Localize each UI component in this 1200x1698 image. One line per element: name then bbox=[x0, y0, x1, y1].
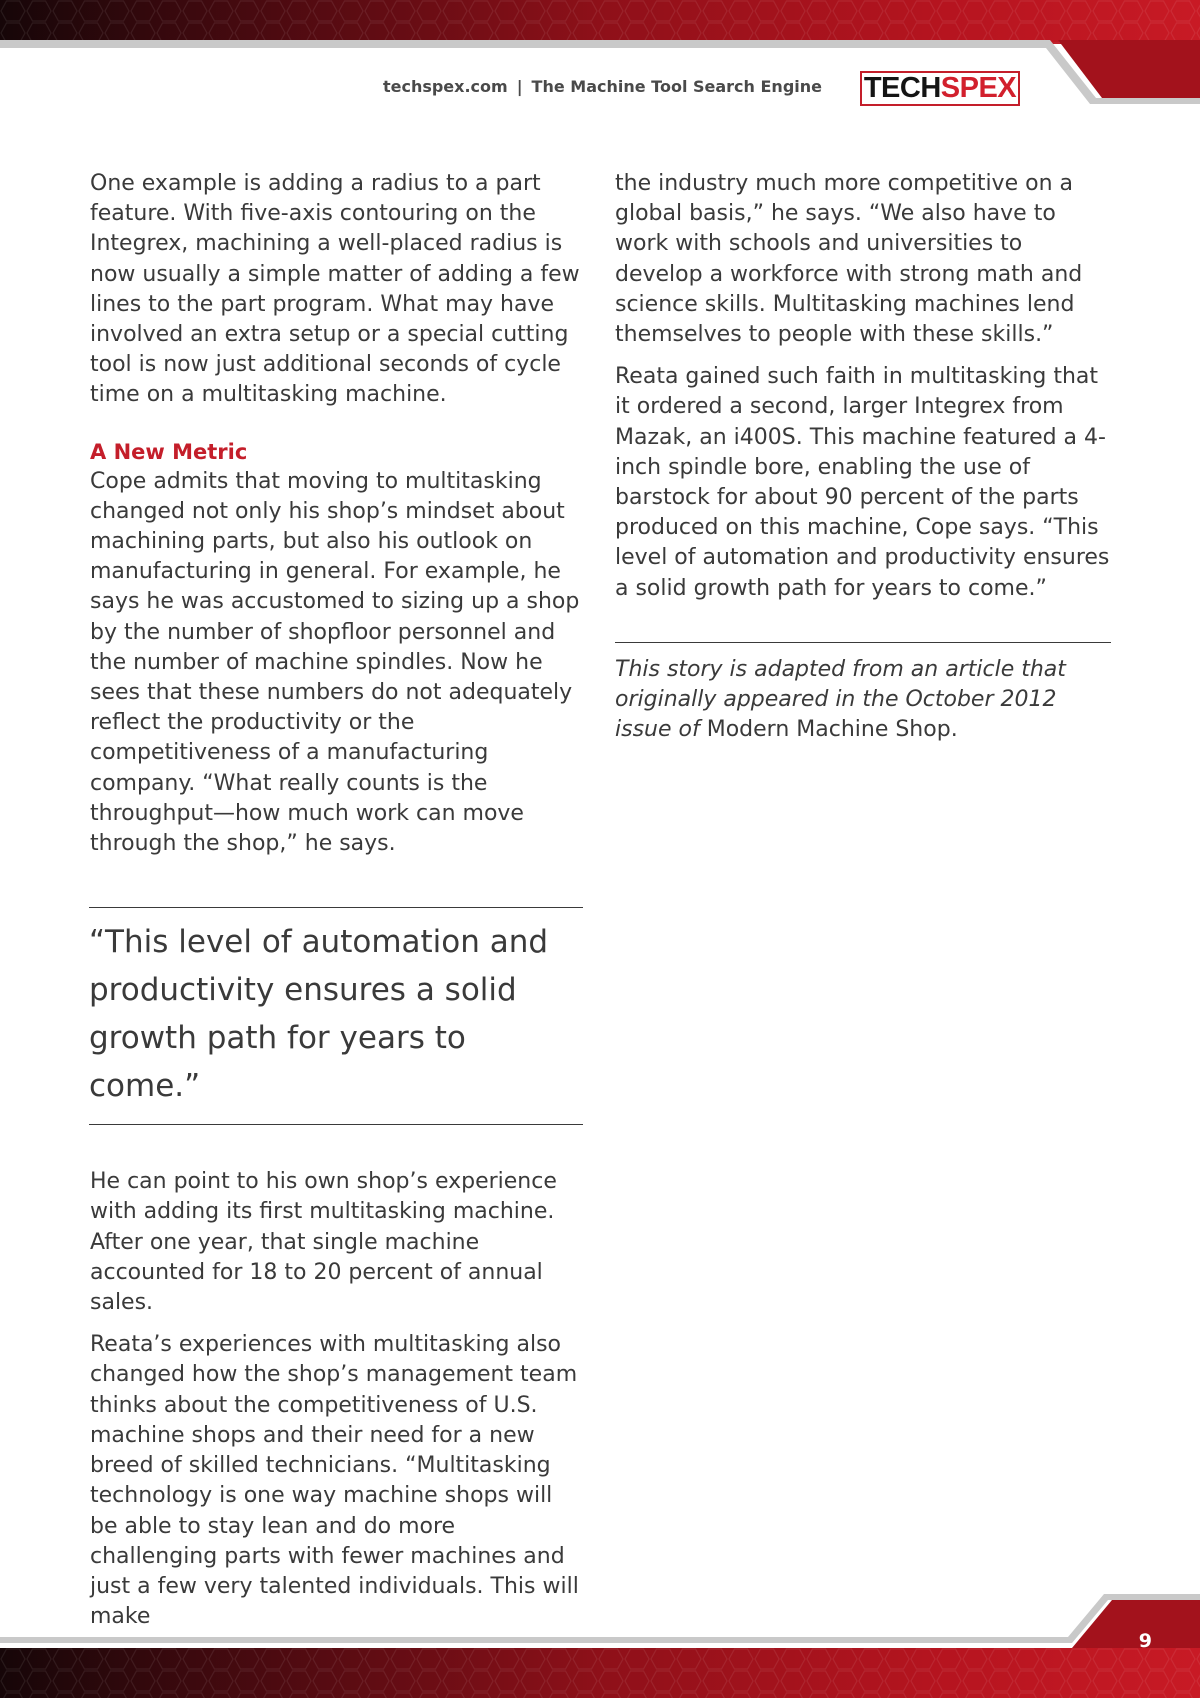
body-paragraph: the industry much more competitive on a global basis,” he says. “We also have to work with schools and universities to develop a workforce with strong math and science skills. Multitasking machines lend themselves to people with these skills.” bbox=[615, 171, 1083, 348]
credit-period: . bbox=[950, 717, 958, 743]
site-link[interactable]: techspex.com bbox=[382, 77, 508, 96]
logo-text-tech: TECH bbox=[863, 72, 941, 104]
divider bbox=[615, 642, 1111, 643]
body-paragraph: One example is adding a radius to a part feature. With five-axis contouring on the Integrex, machining a well-placed radius is now usually a simple matter of adding a few lines to the part program. What may have involved an extra setup or a special cutting tool is now just additional seconds of cycle time on a multitasking machine. bbox=[90, 171, 580, 408]
page-number: 9 bbox=[1138, 1630, 1152, 1652]
header-tagline bbox=[383, 77, 822, 96]
hex-pattern bbox=[0, 1648, 1200, 1698]
body-paragraph: He can point to his own shop’s experience with adding its first multitasking machine. After one year, that single machine accounted for 18 to 20 percent of annual sales. bbox=[90, 1169, 557, 1316]
techspex-logo[interactable] bbox=[860, 71, 1020, 106]
header-separator: | bbox=[516, 77, 523, 96]
body-paragraph: Cope admits that moving to multitasking changed not only his shop’s mindset about machining parts, but also his outlook on manufacturing in general. For example, he says he was accustomed to sizing up a shop by the number of shopfloor personnel and the number of machine spindles. Now he sees that these numbers do not adequately reflect the productivity or the competitiveness of a manufacturing company. “What really counts is the throughput—how much work can move through the shop,” he says. bbox=[90, 468, 580, 857]
site-tagline: The Machine Tool Search Engine bbox=[531, 77, 822, 96]
left-column bbox=[90, 169, 586, 1644]
header-swoosh bbox=[0, 0, 1200, 120]
credit-text: This story is adapted from an article that originally appeared in the October 2012 issue of bbox=[615, 656, 1066, 743]
logo-text-spex: SPEX bbox=[940, 72, 1017, 104]
article-credit bbox=[615, 655, 1111, 746]
right-column bbox=[615, 169, 1111, 745]
publication-name: Modern Machine Shop bbox=[706, 717, 951, 743]
body-paragraph: Reata’s experiences with multitasking also changed how the shop’s management team thinks about the competitiveness of U.S. machine shops and their need for a new breed of skilled technicians. “Multitasking technology is one way machine shops will be able to stay lean and do more challenging parts with fewer machines and just a few very talented individuals. This will make bbox=[90, 1332, 579, 1630]
footer-band bbox=[0, 1648, 1200, 1698]
body-paragraph: Reata gained such faith in multitasking that it ordered a second, larger Integrex from Mazak, an i400S. This machine featured a 4-inch spindle bore, enabling the use of barstock for about 90 percent of the parts produced on this machine, Cope says. “This level of automation and productivity ensures a solid growth path for years to come.” bbox=[615, 364, 1110, 601]
pull-quote: “This level of automation and productivity ensures a solid growth path for years to come.” bbox=[89, 907, 583, 1125]
section-heading: A New Metric bbox=[90, 439, 248, 464]
